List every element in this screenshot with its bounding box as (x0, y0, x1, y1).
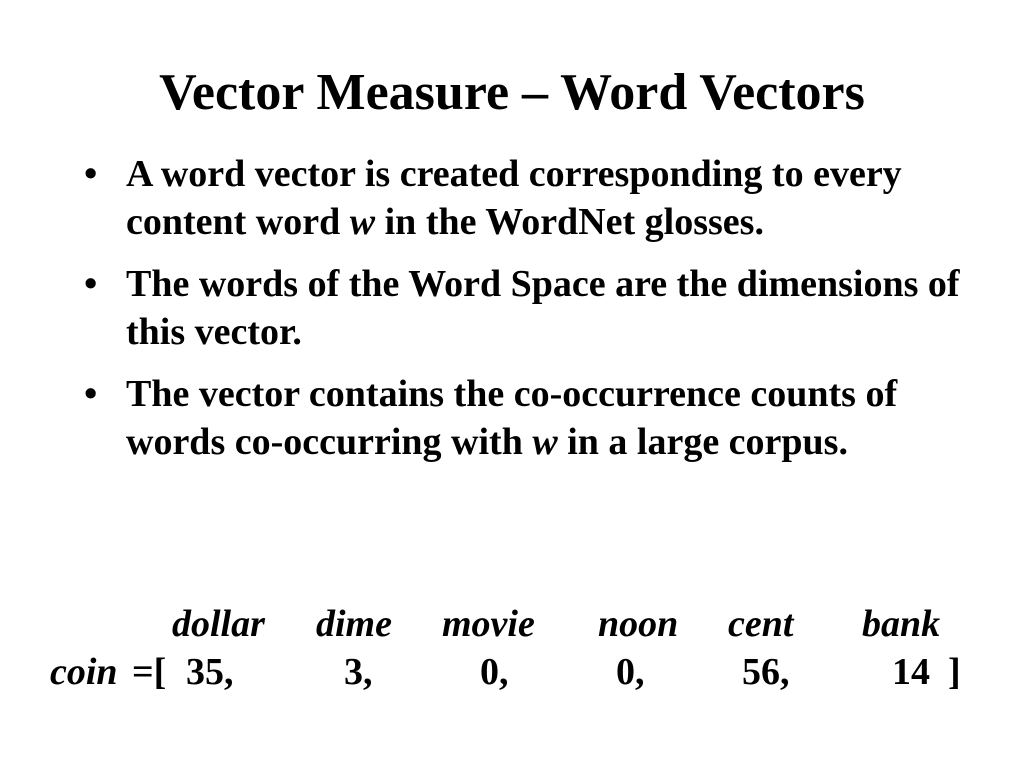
vector-value: 56, (742, 651, 790, 693)
vector-value: 3, (344, 651, 373, 693)
vector-value: 14 (892, 651, 930, 693)
dimension-label: cent (728, 603, 794, 645)
slide-title: Vector Measure – Word Vectors (159, 64, 865, 121)
bullet-list (84, 150, 964, 480)
vector-value: 35, (186, 651, 234, 693)
dimension-label: dollar (172, 603, 265, 645)
vector-close-bracket: ] (948, 651, 961, 693)
vector-open-bracket: =[ (132, 651, 167, 693)
dimension-label: movie (442, 603, 535, 645)
dimension-label: noon (598, 603, 679, 645)
vector-value: 0, (480, 651, 509, 693)
vector-name: coin (50, 651, 118, 693)
bullet-glyph: • (84, 373, 98, 415)
word-vector-example (0, 600, 1024, 696)
bullet-glyph: • (84, 153, 98, 195)
bullet-text (126, 153, 902, 243)
bullet-text-italic: w (532, 421, 558, 463)
bullet-item (84, 150, 964, 246)
bullet-text (126, 263, 960, 353)
bullet-text (126, 373, 897, 463)
bullet-glyph: • (84, 263, 98, 305)
dimension-label: bank (862, 603, 941, 645)
vector-value: 0, (616, 651, 645, 693)
bullet-text-part: in the WordNet glosses. (375, 201, 764, 243)
vector-values-row (0, 648, 1024, 696)
bullet-item (84, 370, 964, 466)
bullet-text-italic: w (349, 201, 376, 243)
bullet-text-part: The words of the Word Space are the dimensions of this vector. (126, 263, 960, 353)
bullet-text-part: The vector contains the co-occurrence counts of words co-occurring with (126, 373, 898, 463)
bullet-item (84, 260, 964, 356)
bullet-text-part: A word vector is created corresponding to every content word (126, 153, 902, 243)
dimension-label: dime (316, 603, 392, 645)
bullet-text-part: in a large corpus. (557, 421, 848, 463)
dimension-header-row (0, 600, 1024, 648)
